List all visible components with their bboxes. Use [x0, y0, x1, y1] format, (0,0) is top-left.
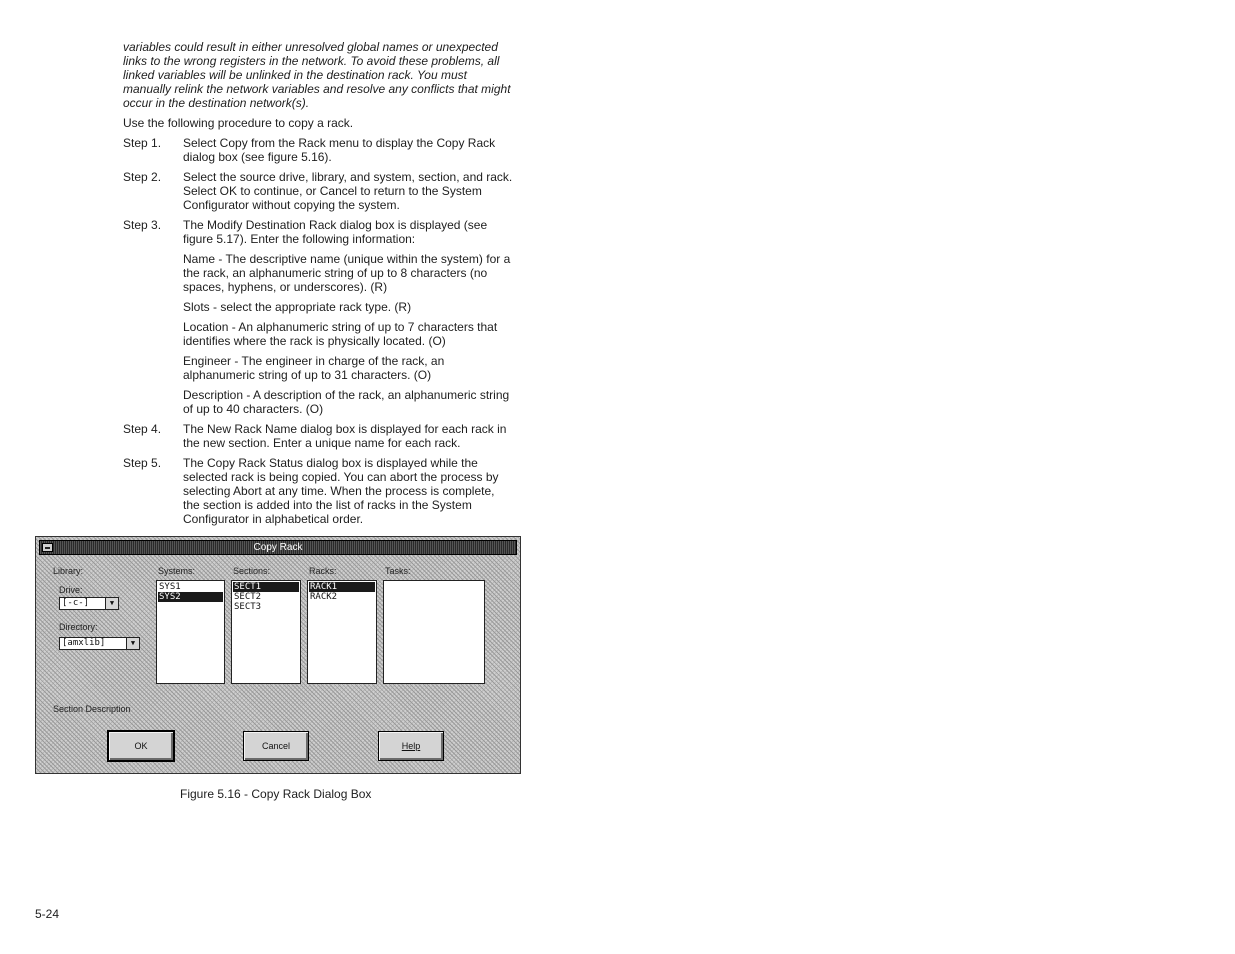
step-label: Step 2. [123, 170, 162, 184]
figure-caption: Figure 5.16 - Copy Rack Dialog Box [180, 787, 372, 801]
list-item[interactable]: RACK2 [310, 592, 338, 602]
dialog-titlebar[interactable] [39, 540, 517, 555]
step-body [183, 136, 513, 164]
dialog-title: Copy Rack [253, 542, 303, 553]
systems-listbox[interactable] [156, 580, 225, 684]
tasks-label: Tasks: [385, 566, 411, 576]
list-item[interactable]: SECT2 [234, 592, 262, 602]
step-4 [123, 422, 513, 450]
step-paragraph: The Copy Rack Status dialog box is displayed while the selected rack is being copied. You can abort the process by selecting Abort at any time. When the process is complete, the section is added into the list of racks in the System Configurator in alphabetical order. [183, 456, 499, 526]
directory-value: [amxlib] [62, 638, 106, 648]
step-paragraph: The New Rack Name dialog box is displayed for each rack in the new section. Enter a unique name for each rack. [183, 422, 507, 450]
field-location-description: Location - An alphanumeric string of up to 7 characters that identifies where the rack is physically located. (O) [183, 320, 498, 348]
sections-label: Sections: [233, 566, 271, 576]
page-number: 5-24 [35, 907, 60, 921]
chevron-down-icon[interactable]: ▼ [126, 638, 139, 649]
step-3 [123, 218, 513, 416]
step-paragraph: Select Copy from the Rack menu to display the Copy Rack dialog box (see figure 5.16). [183, 136, 496, 164]
racks-listbox[interactable] [307, 580, 377, 684]
italic-note: variables could result in either unresolved global names or unexpected links to the wrong registers in the network. To avoid these problems, all linked variables will be unlinked in the destination rack. You must manually relink the network variables and resolve any conflicts that might occur in the destination network(s). [123, 40, 511, 110]
ok-button[interactable]: OK [108, 731, 174, 761]
list-item-selected[interactable]: SYS2 [158, 592, 223, 602]
library-label: Library: [53, 566, 84, 576]
drive-label: Drive: [59, 585, 83, 595]
step-label: Step 4. [123, 422, 162, 436]
list-item-selected[interactable]: SECT1 [233, 582, 299, 592]
field-engineer-description: Engineer - The engineer in charge of the rack, an alphanumeric string of up to 31 characters. (O) [183, 354, 445, 382]
step-label: Step 1. [123, 136, 162, 150]
step-paragraph: The Modify Destination Rack dialog box is displayed (see figure 5.17). Enter the following information: [183, 218, 488, 246]
step-2 [123, 170, 513, 212]
step-5 [123, 456, 513, 526]
step-1 [123, 136, 513, 164]
help-button[interactable]: Help [378, 731, 444, 761]
drive-combo[interactable] [59, 597, 119, 610]
tasks-listbox[interactable] [383, 580, 485, 684]
racks-label: Racks: [309, 566, 337, 576]
drive-value: [-c-] [62, 598, 90, 608]
cancel-button[interactable]: Cancel [243, 731, 309, 761]
step-paragraph: Select the source drive, library, and system, section, and rack. Select OK to continue, or Cancel to return to the System Configurator without copying the system. [183, 170, 513, 212]
field-description-description: Description - A description of the rack, an alphanumeric string of up to 40 characters. (O) [183, 388, 510, 416]
step-label: Step 3. [123, 218, 162, 232]
chevron-down-icon[interactable]: ▼ [105, 598, 118, 609]
procedure-intro: Use the following procedure to copy a rack. [123, 116, 354, 130]
field-slots-description: Slots - select the appropriate rack type. (R) [183, 300, 412, 314]
systems-label: Systems: [158, 566, 196, 576]
directory-label: Directory: [59, 622, 98, 632]
sections-listbox[interactable] [231, 580, 301, 684]
step-label: Step 5. [123, 456, 162, 470]
field-name-description: Name - The descriptive name (unique within the system) for a the rack, an alphanumeric string of up to 8 characters (no spaces, hyphens, or underscores). (R) [183, 252, 511, 294]
step-body [183, 422, 513, 450]
section-description-label: Section Description [53, 704, 131, 714]
step-body [183, 218, 513, 416]
document-text [123, 40, 513, 532]
step-body [183, 456, 513, 526]
list-item-selected[interactable]: RACK1 [309, 582, 375, 592]
copy-rack-dialog [35, 536, 521, 774]
step-body [183, 170, 513, 212]
list-item[interactable]: SYS1 [159, 582, 181, 592]
list-item[interactable]: SECT3 [234, 602, 262, 612]
directory-combo[interactable] [59, 637, 140, 650]
